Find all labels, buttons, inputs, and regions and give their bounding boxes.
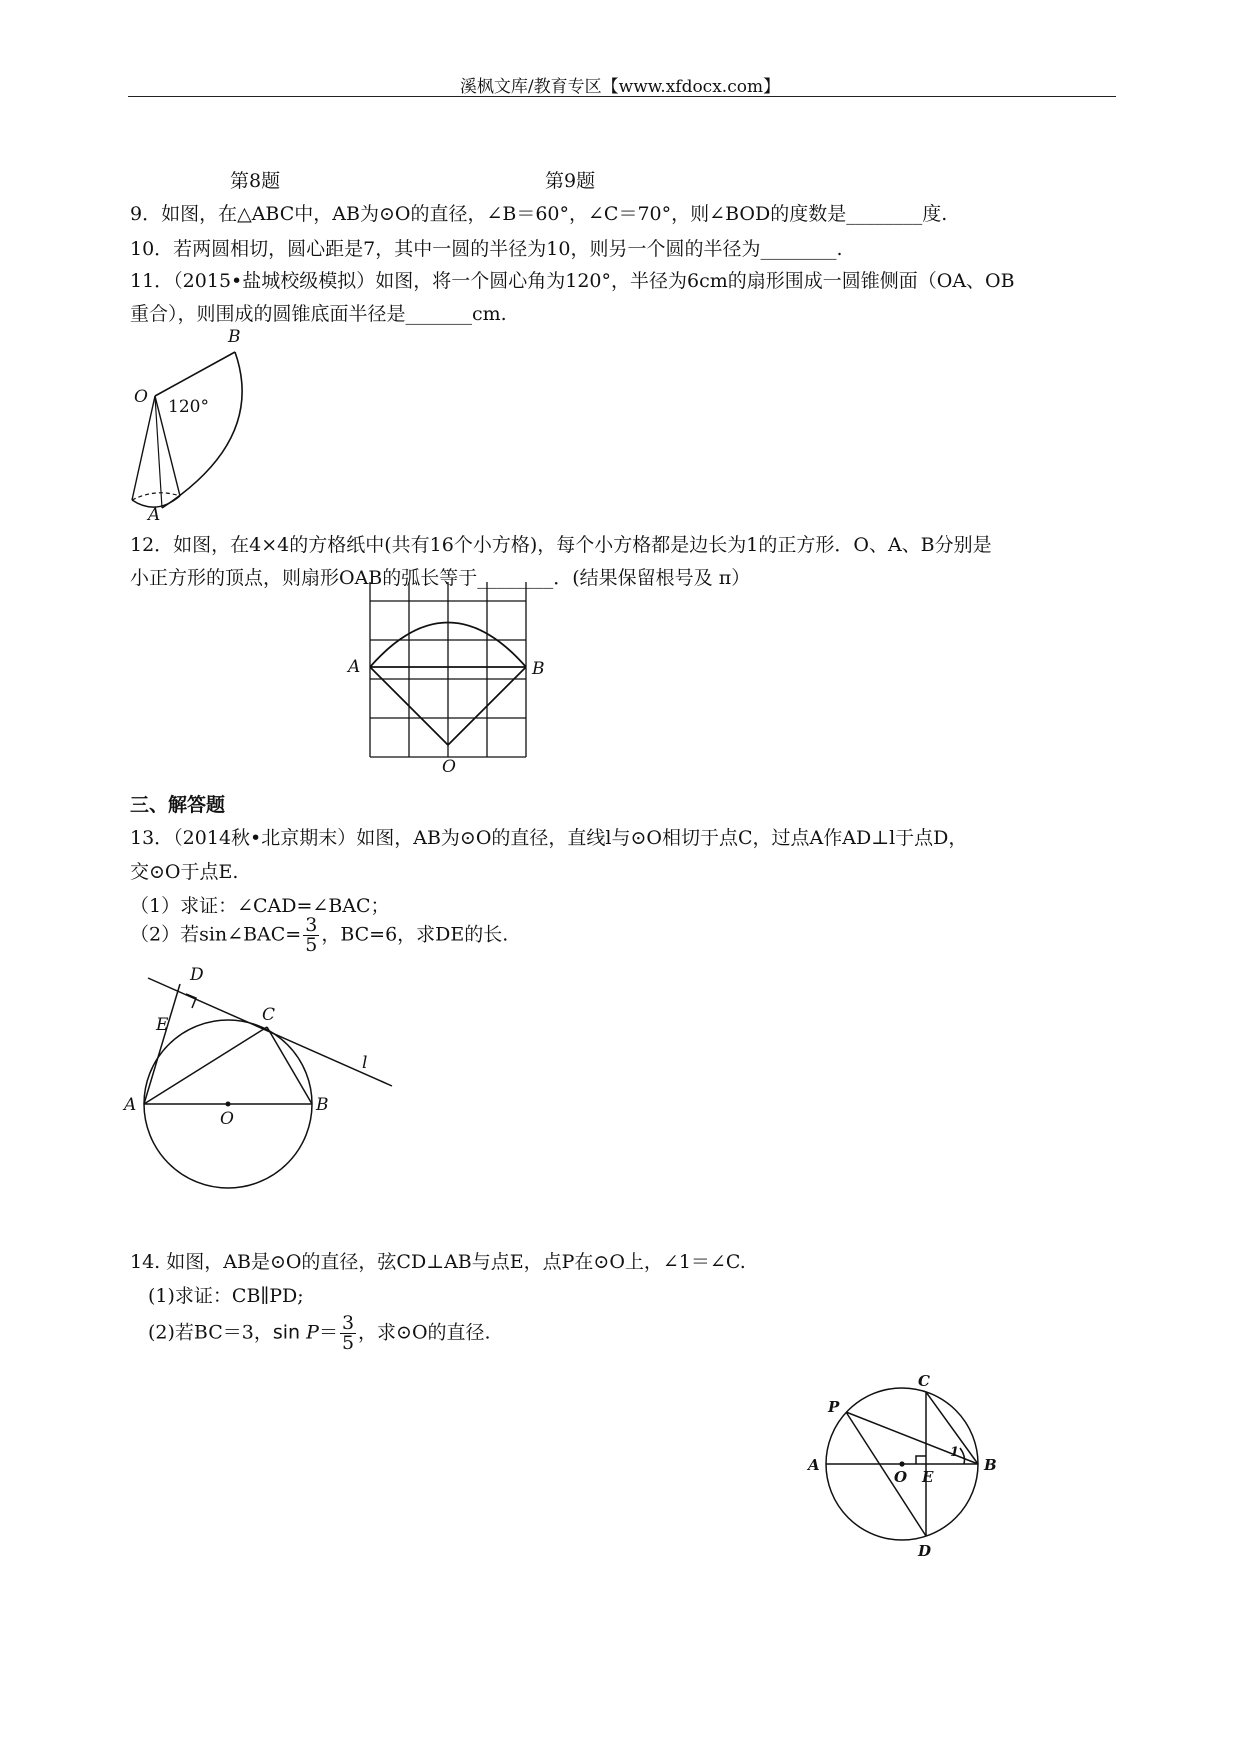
label-A: A xyxy=(348,657,361,677)
label-O: O xyxy=(894,1468,908,1486)
label-E: E xyxy=(922,1468,934,1486)
variable-P: P xyxy=(306,1321,319,1344)
question-14-line1: 14. 如图，AB是⊙O的直径，弦CD⊥AB与点E，点P在⊙O上，∠1＝∠C. xyxy=(130,1251,746,1273)
label-A: A xyxy=(808,1456,820,1474)
q14-part2-tail: ，求⊙O的直径. xyxy=(358,1321,491,1344)
question-11-line2: 重合），则围成的圆锥底面半径是_______cm. xyxy=(130,303,507,325)
label-O: O xyxy=(220,1109,234,1129)
label-B: B xyxy=(228,327,241,347)
fraction xyxy=(303,916,319,955)
label-O: O xyxy=(134,387,148,407)
label-A: A xyxy=(148,505,161,525)
label-angle-1: 1 xyxy=(950,1445,960,1460)
question-9: 9．如图，在△ABC中，AB为⊙O的直径，∠B＝60°，∠C＝70°，则∠BOD的度数是________度. xyxy=(130,203,948,225)
question-14-part1: (1)求证：CB∥PD; xyxy=(148,1285,304,1307)
label-O: O xyxy=(442,757,456,777)
figure-q13-circle-tangent xyxy=(120,965,400,1198)
caption-q8: 第8题 xyxy=(230,170,281,192)
question-13-line2: 交⊙O于点E. xyxy=(130,861,239,883)
figure-q12-grid-sector xyxy=(340,582,580,782)
figure-q14-circle-chords xyxy=(808,1368,1018,1568)
label-C: C xyxy=(918,1372,930,1390)
page-header: 溪枫文库/教育专区【www.xfdocx.com】 xyxy=(459,77,781,97)
label-B: B xyxy=(984,1456,997,1474)
question-12-line1: 12．如图，在4×4的方格纸中(共有16个小方格)，每个小方格都是边长为1的正方形．O、A、B分别是 xyxy=(130,534,992,556)
question-11-line1: 11．（2015•盐城校级模拟）如图，将一个圆心角为120°，半径为6cm的扇形围成一圆锥侧面（OA、OB xyxy=(130,270,1015,292)
question-10: 10．若两圆相切，圆心距是7，其中一圆的半径为10，则另一个圆的半径为________. xyxy=(130,238,843,260)
label-l: l xyxy=(362,1053,368,1073)
question-13-part2 xyxy=(130,916,508,955)
label-C: C xyxy=(262,1005,276,1025)
q14-part2-text: (2)若BC＝3， xyxy=(148,1321,273,1344)
label-angle-120: 120° xyxy=(168,397,209,417)
label-B: B xyxy=(532,659,545,679)
question-13-line1: 13．（2014秋•北京期末）如图，AB为⊙O的直径，直线l与⊙O相切于点C，过点A作AD⊥l于点D， xyxy=(130,827,968,849)
label-A: A xyxy=(124,1095,137,1115)
header-rule xyxy=(128,96,1116,97)
sin-label: sin xyxy=(272,1321,301,1344)
figure-q11-sector-cone xyxy=(118,320,258,525)
question-14-part2 xyxy=(148,1314,491,1353)
fraction-denominator: 5 xyxy=(305,934,318,956)
label-D: D xyxy=(918,1542,932,1560)
q13-part2-tail: ，BC=6，求DE的长. xyxy=(321,923,509,946)
equals-sign: ＝ xyxy=(318,1321,338,1344)
fraction xyxy=(340,1314,356,1353)
fraction-numerator: 3 xyxy=(341,1312,355,1334)
fraction-denominator: 5 xyxy=(341,1332,355,1354)
label-E: E xyxy=(156,1015,169,1035)
label-B: B xyxy=(316,1095,329,1115)
question-12-line2: 小正方形的顶点，则扇形OAB的弧长等于________．(结果保留根号及 π） xyxy=(130,567,751,589)
label-D: D xyxy=(190,965,204,985)
section-heading: 三、解答题 xyxy=(130,794,226,816)
label-P: P xyxy=(828,1398,840,1416)
q13-part2-text: （2）若sin∠BAC= xyxy=(130,923,302,946)
caption-q9: 第9题 xyxy=(545,170,596,192)
fraction-numerator: 3 xyxy=(305,914,318,936)
question-13-part1: （1）求证：∠CAD=∠BAC； xyxy=(130,895,390,917)
